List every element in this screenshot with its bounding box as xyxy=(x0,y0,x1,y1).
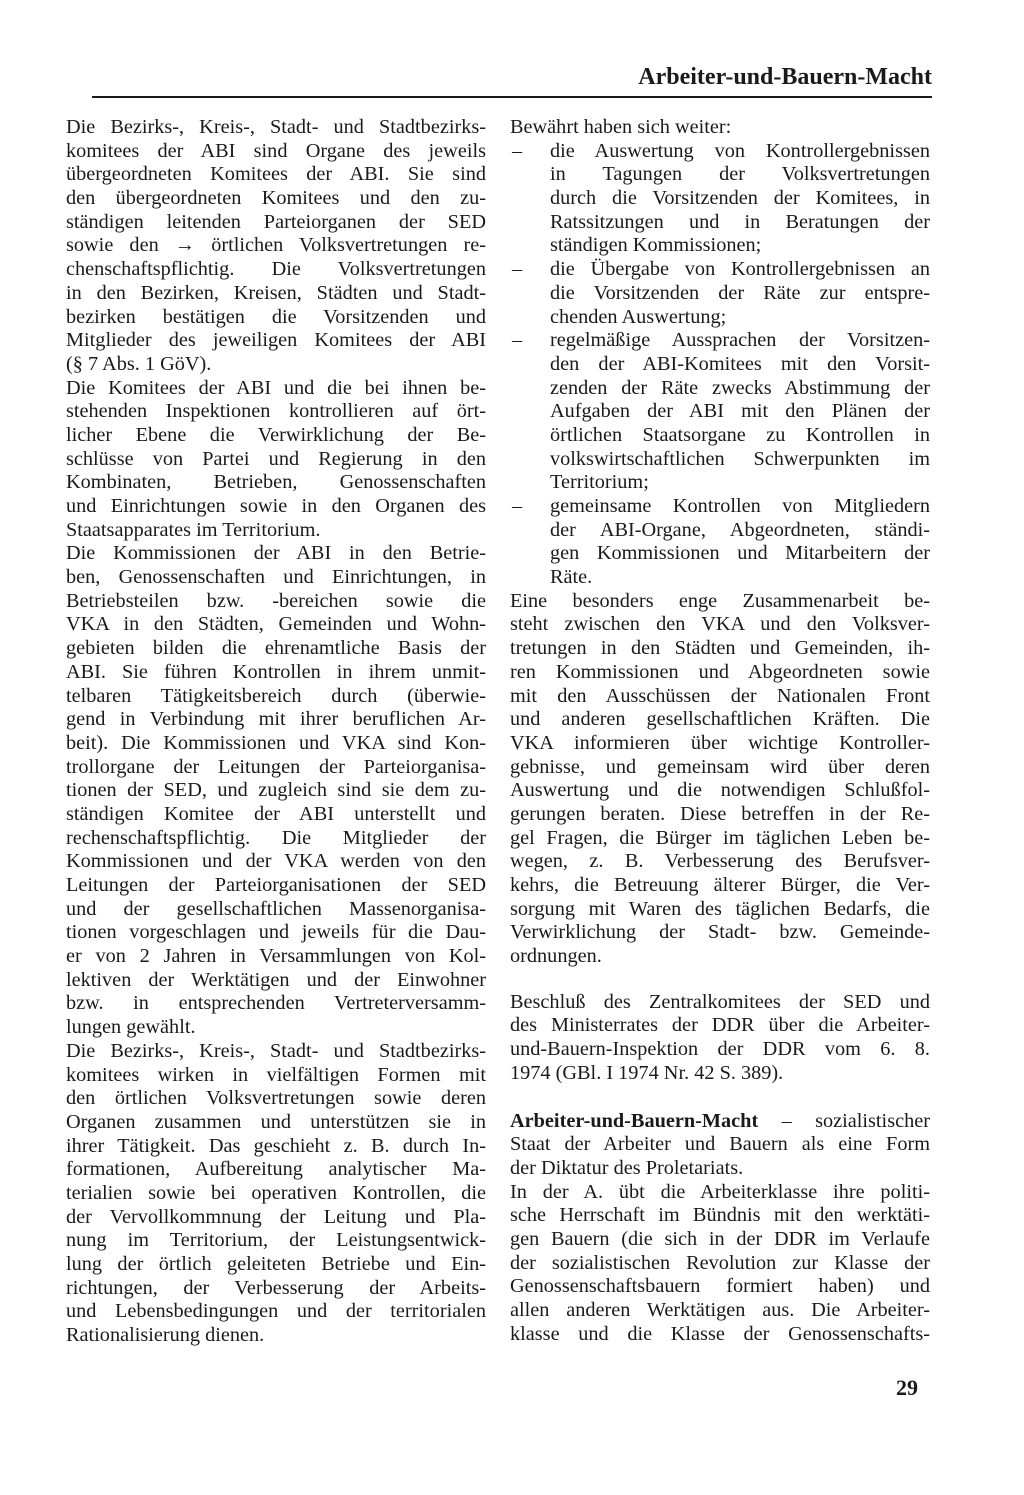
text-line: und Lebensbedingungen und der territorialen xyxy=(66,1300,486,1323)
list-item-line: der ABI-Organe, Abgeordneten, ständi- xyxy=(550,518,930,541)
running-head-title: Arbeiter-und-Bauern-Macht xyxy=(638,64,932,90)
text-line: Betriebsteilen bzw. -bereichen sowie die xyxy=(66,589,486,612)
text-line: (§ 7 Abs. 1 GöV). xyxy=(66,352,212,375)
text-line: den örtlichen Volksvertretungen sowie deren xyxy=(66,1087,486,1110)
text-line: Verwirklichung der Stadt- bzw. Gemeinde- xyxy=(510,921,930,944)
text-line: wegen, z. B. Verbesserung des Berufsver- xyxy=(510,850,930,873)
list-item-line: – die Übergabe von Kontrollergebnissen an xyxy=(512,258,930,281)
entry-text-line: Genossenschaftsbauern formiert haben) und xyxy=(510,1275,930,1298)
text-line: er von 2 Jahren in Versammlungen von Kol- xyxy=(66,945,486,968)
text-line: übergeordneten Komitees der ABI. Sie sind xyxy=(66,163,486,186)
text-line: licher Ebene die Verwirklichung der Be- xyxy=(66,423,486,446)
text-line: ben, Genossenschaften und Einrichtungen, in xyxy=(66,566,486,589)
text-line: beit). Die Kommissionen und VKA sind Kon- xyxy=(66,731,486,754)
entry-text-line: sche Herrschaft im Bündnis mit den werktäti- xyxy=(510,1204,930,1227)
bullet-dash: – xyxy=(512,139,523,162)
entry-text-line: allen anderen Werktätigen aus. Die Arbeiter- xyxy=(510,1299,930,1321)
text-line: stehenden Inspektionen kontrollieren auf ört- xyxy=(66,400,486,423)
text-line: gerungen beraten. Diese betreffen in der Re- xyxy=(510,802,930,825)
paragraph-gap xyxy=(510,1086,930,1110)
text-line: kehrs, die Betreuung älterer Bürger, die Ver- xyxy=(510,874,930,896)
list-item-line: zenden der Räte zwecks Abstimmung der xyxy=(550,376,930,399)
list-item-line: die Vorsitzenden der Räte zur entspre- xyxy=(550,281,930,304)
text-line: VKA informieren über wichtige Kontroller- xyxy=(510,731,930,754)
text-line: ren Kommissionen und Abgeordneten sowie xyxy=(510,660,930,683)
page-number: 29 xyxy=(896,1375,918,1400)
list-item-line: örtlichen Staatsorgane zu Kontrollen in xyxy=(550,423,930,446)
text-line: trollorgane der Leitungen der Parteiorganisa- xyxy=(66,755,486,778)
text-line: komitees wirken in vielfältigen Formen mit xyxy=(66,1063,486,1086)
text-line: gebnisse, und gemeinsam wird über deren xyxy=(510,755,930,778)
list-item-line: Räte. xyxy=(550,566,593,589)
list-item-line: Ratssitzungen und in Beratungen der xyxy=(550,210,930,233)
text-line: lektiven der Werktätigen und der Einwohner xyxy=(66,968,486,991)
list-item-line: durch die Vorsitzenden der Komitees, in xyxy=(550,187,930,210)
text-line: den übergeordneten Komitees und den zu- xyxy=(66,187,486,210)
bullet-dash: – xyxy=(512,258,523,281)
reference-line: 1974 (GBl. I 1974 Nr. 42 S. 389). xyxy=(510,1061,784,1084)
text-line: lung der örtlich geleiteten Betriebe und Ein- xyxy=(66,1253,486,1275)
list-item-line: in Tagungen der Volksvertretungen xyxy=(550,163,930,186)
text-line: tionen der SED, und zugleich sind sie dem zu- xyxy=(66,779,486,802)
list-item-line: Territorium; xyxy=(550,471,649,494)
list-item-line: Aufgaben der ABI mit den Plänen der xyxy=(550,400,930,423)
text-line: Die Komitees der ABI und die bei ihnen be- xyxy=(66,376,486,399)
reference-line: und-Bauern-Inspektion der DDR vom 6. 8. xyxy=(510,1038,930,1061)
entry-text-line: In der A. übt die Arbeiterklasse ihre politi- xyxy=(510,1180,930,1203)
text-line: chenschaftspflichtig. Die Volksvertretungen xyxy=(66,258,486,281)
list-intro: Bewährt haben sich weiter: xyxy=(510,116,732,138)
bullet-dash: – xyxy=(512,495,523,517)
right-column xyxy=(510,116,930,1346)
text-line: steht zwischen den VKA und den Volksver- xyxy=(510,613,930,636)
list-item-line: den der ABI-Komitees mit den Vorsit- xyxy=(550,352,930,375)
text-line: sorgung mit Waren des täglichen Bedarfs, die xyxy=(510,897,930,920)
text-line: Staatsapparates im Territorium. xyxy=(66,518,321,541)
text-line: gebieten bilden die ehrenamtliche Basis der xyxy=(66,637,486,660)
entry-text-line: der Diktatur des Proletariats. xyxy=(510,1156,744,1179)
text-line: bezirken bestätigen die Vorsitzenden und xyxy=(66,305,486,328)
entry-definition-start: – sozialistischer xyxy=(758,1109,930,1132)
header-rule xyxy=(92,96,932,98)
text-line: sowie den → örtlichen Volksvertretungen re- xyxy=(66,234,486,257)
entry-text-line: der sozialistischen Revolution zur Klasse der xyxy=(510,1251,930,1274)
text-line: Leitungen der Parteiorganisationen der SED xyxy=(66,874,486,896)
list-item-line: ständigen Kommissionen; xyxy=(550,234,762,257)
text-line: telbaren Tätigkeitsbereich durch (überwie- xyxy=(66,684,486,707)
reference-line: des Ministerrates der DDR über die Arbeiter- xyxy=(510,1014,930,1037)
reference-line: Beschluß des Zentralkomitees der SED und xyxy=(510,990,930,1013)
text-line: ABI. Sie führen Kontrollen in ihrem unmit- xyxy=(66,660,486,683)
text-line: der Vervollkommnung der Leitung und Pla- xyxy=(66,1205,486,1228)
text-line: und Einrichtungen sowie in den Organen des xyxy=(66,495,486,517)
text-line: Kommissionen und der VKA werden von den xyxy=(66,850,486,873)
entry-text-line: Staat der Arbeiter und Bauern als eine Form xyxy=(510,1133,930,1156)
text-line: Kombinaten, Betrieben, Genossenschaften xyxy=(66,471,486,494)
text-line: Die Kommissionen der ABI in den Betrie- xyxy=(66,542,486,565)
text-line: formationen, Aufbereitung analytischer Ma- xyxy=(66,1158,486,1181)
text-line: und der gesellschaftlichen Massenorganisa- xyxy=(66,897,486,920)
text-line: Eine besonders enge Zusammenarbeit be- xyxy=(510,589,930,612)
list-item-line: volkswirtschaftlichen Schwerpunkten im xyxy=(550,447,930,470)
text-line: komitees der ABI sind Organe des jeweils xyxy=(66,139,486,162)
text-line: nung im Territorium, der Leistungsentwick- xyxy=(66,1229,486,1252)
text-line: tionen vorgeschlagen und jeweils für die Dau- xyxy=(66,921,486,944)
text-line: tretungen in den Städten und Gemeinden, ih- xyxy=(510,637,930,660)
bullet-dash: – xyxy=(512,329,523,352)
text-line: VKA in den Städten, Gemeinden und Wohn- xyxy=(66,613,486,636)
text-line: richtungen, der Verbesserung der Arbeits- xyxy=(66,1276,486,1299)
text-line: Organen zusammen und unterstützen sie in xyxy=(66,1110,486,1133)
text-line: ihrer Tätigkeit. Das geschieht z. B. durch In- xyxy=(66,1134,486,1157)
text-line: ständigen Komitee der ABI unterstellt und xyxy=(66,802,486,825)
list-item-line: – gemeinsame Kontrollen von Mitgliedern xyxy=(512,495,930,517)
entry-first-line xyxy=(510,1110,930,1134)
text-line: gel Fragen, die Bürger im täglichen Leben be- xyxy=(510,826,930,849)
list-item-line: – die Auswertung von Kontrollergebnissen xyxy=(512,139,930,162)
text-line: Rationalisierung dienen. xyxy=(66,1324,265,1347)
entry-text-line: gen Bauern (die sich in der DDR im Verlaufe xyxy=(510,1227,930,1250)
text-line: mit den Ausschüssen der Nationalen Front xyxy=(510,684,930,707)
text-line: in den Bezirken, Kreisen, Städten und Stadt- xyxy=(66,281,486,304)
text-line: terialien sowie bei operativen Kontrollen, die xyxy=(66,1181,486,1204)
text-line: Die Bezirks-, Kreis-, Stadt- und Stadtbezirks- xyxy=(66,116,486,138)
text-line: Die Bezirks-, Kreis-, Stadt- und Stadtbezirks- xyxy=(66,1039,486,1062)
text-line: bzw. in entsprechenden Vertreterversamm- xyxy=(66,992,486,1015)
list-item-line: – regelmäßige Aussprachen der Vorsitzen- xyxy=(512,329,930,352)
text-line: und anderen gesellschaftlichen Kräften. Die xyxy=(510,708,930,731)
text-line: Mitglieder des jeweiligen Komitees der ABI xyxy=(66,329,486,352)
text-line: lungen gewählt. xyxy=(66,1016,196,1039)
entry-text-line: klasse und die Klasse der Genossenschafts- xyxy=(510,1322,930,1345)
entry-headword: Arbeiter-und-Bauern-Macht xyxy=(510,1109,759,1132)
paragraph-gap xyxy=(510,969,930,991)
list-item-line: gen Kommissionen und Mitarbeitern der xyxy=(550,542,930,565)
text-line: rechenschaftspflichtig. Die Mitglieder der xyxy=(66,826,486,849)
list-item-line: chenden Auswertung; xyxy=(550,305,727,328)
text-line: gend in Verbindung mit ihrer beruflichen Ar- xyxy=(66,708,486,731)
text-line: ständigen leitenden Parteiorganen der SED xyxy=(66,210,486,233)
left-column xyxy=(66,116,486,1348)
text-line: schlüsse von Partei und Regierung in den xyxy=(66,447,486,470)
text-line: Auswertung und die notwendigen Schlußfol- xyxy=(510,779,930,802)
text-line: ordnungen. xyxy=(510,945,602,968)
